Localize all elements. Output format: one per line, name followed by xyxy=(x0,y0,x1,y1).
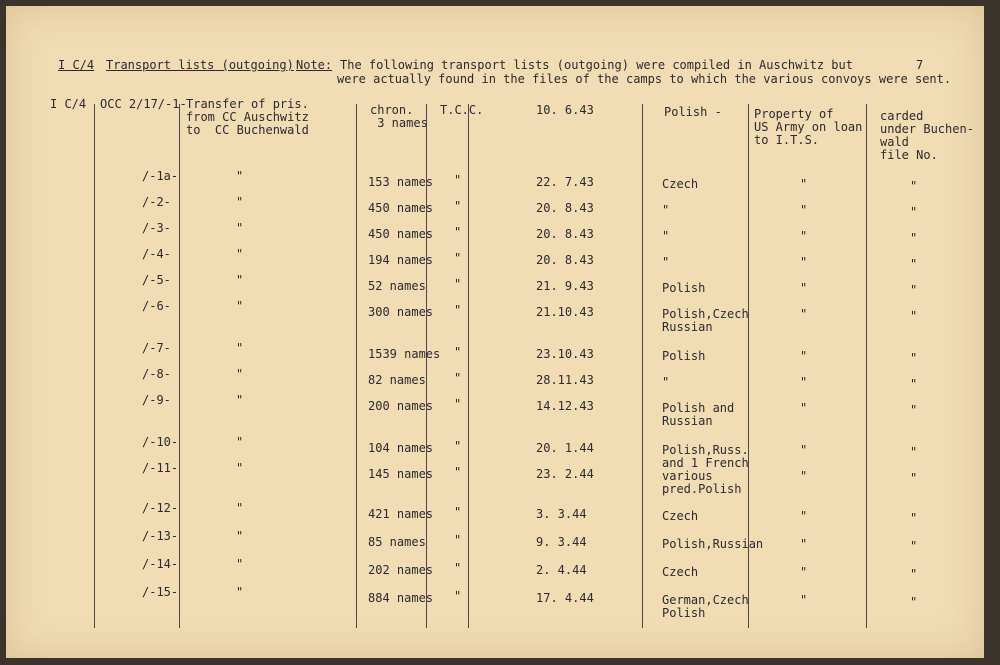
nationality: " xyxy=(662,229,670,243)
names-heading: chron. 3 names xyxy=(370,103,428,130)
ditto-tcc: " xyxy=(454,173,462,187)
ditto-remark: " xyxy=(910,471,918,485)
nationality: " xyxy=(662,203,670,217)
file-number: /-1a- xyxy=(142,169,179,183)
file-number: /-3- xyxy=(142,221,171,235)
name-count: 1539 names xyxy=(368,347,441,361)
ditto-tcc: " xyxy=(454,277,462,291)
file-number: /-4- xyxy=(142,247,171,261)
header-ref: I C/4 xyxy=(58,58,95,72)
ditto-remark: " xyxy=(910,309,918,323)
ditto-remark: " xyxy=(910,567,918,581)
ditto-tcc: " xyxy=(454,345,462,359)
name-count: 82 names xyxy=(368,373,426,387)
ditto-description: " xyxy=(236,195,244,209)
ditto-status: " xyxy=(800,229,808,243)
file-number: /-8- xyxy=(142,367,171,381)
column-rule xyxy=(94,104,95,628)
nationality: Polish and Russian xyxy=(662,401,735,428)
ditto-description: " xyxy=(236,299,244,313)
ditto-tcc: " xyxy=(454,533,462,547)
nationality: Polish xyxy=(662,349,706,363)
ditto-remark: " xyxy=(910,377,918,391)
file-number: /-5- xyxy=(142,273,171,287)
nationality: Czech xyxy=(662,509,699,523)
ditto-status: " xyxy=(800,375,808,389)
ditto-status: " xyxy=(800,177,808,191)
status-heading: Property of US Army on loan to I.T.S. xyxy=(754,107,863,147)
transport-date: 21. 9.43 xyxy=(536,279,594,293)
ditto-tcc: " xyxy=(454,561,462,575)
ditto-remark: " xyxy=(910,511,918,525)
ditto-tcc: " xyxy=(454,465,462,479)
ditto-tcc: " xyxy=(454,589,462,603)
nationality: German,Czech Polish xyxy=(662,593,749,620)
transport-date: 23. 2.44 xyxy=(536,467,594,481)
ditto-description: " xyxy=(236,393,244,407)
ditto-status: " xyxy=(800,281,808,295)
name-count: 202 names xyxy=(368,563,434,577)
nationality: " xyxy=(662,255,670,269)
name-count: 104 names xyxy=(368,441,434,455)
ditto-status: " xyxy=(800,401,808,415)
ditto-status: " xyxy=(800,203,808,217)
first-nationality: Polish - xyxy=(664,105,722,119)
file-number: /-7- xyxy=(142,341,171,355)
file-number: /-6- xyxy=(142,299,171,313)
ditto-description: " xyxy=(236,169,244,183)
name-count: 153 names xyxy=(368,175,434,189)
ditto-status: " xyxy=(800,443,808,457)
ditto-description: " xyxy=(236,435,244,449)
transport-date: 22. 7.43 xyxy=(536,175,594,189)
name-count: 52 names xyxy=(368,279,426,293)
file-number: OCC 2/17/-1- xyxy=(100,97,187,111)
ditto-tcc: " xyxy=(454,303,462,317)
nationality: Czech xyxy=(662,177,699,191)
ditto-tcc: " xyxy=(454,371,462,385)
ditto-remark: " xyxy=(910,595,918,609)
tcc-heading: T.C.C. xyxy=(440,103,484,117)
ditto-tcc: " xyxy=(454,251,462,265)
file-number: /-11- xyxy=(142,461,179,475)
transport-date: 20. 8.43 xyxy=(536,227,594,241)
transport-date: 21.10.43 xyxy=(536,305,594,319)
ditto-remark: " xyxy=(910,445,918,459)
file-number: /-10- xyxy=(142,435,179,449)
ditto-description: " xyxy=(236,557,244,571)
ditto-description: " xyxy=(236,461,244,475)
transport-date: 20. 8.43 xyxy=(536,253,594,267)
first-date: 10. 6.43 xyxy=(536,103,594,117)
name-count: 421 names xyxy=(368,507,434,521)
name-count: 145 names xyxy=(368,467,434,481)
ditto-status: " xyxy=(800,593,808,607)
nationality: Polish xyxy=(662,281,706,295)
column-rule xyxy=(179,104,180,628)
name-count: 300 names xyxy=(368,305,434,319)
file-number: /-13- xyxy=(142,529,179,543)
ditto-remark: " xyxy=(910,179,918,193)
ditto-remark: " xyxy=(910,351,918,365)
ditto-status: " xyxy=(800,537,808,551)
ditto-remark: " xyxy=(910,205,918,219)
file-number: /-12- xyxy=(142,501,179,515)
nationality: " xyxy=(662,375,670,389)
ditto-description: " xyxy=(236,341,244,355)
nationality: Polish,Russ. and 1 French xyxy=(662,443,749,470)
ditto-description: " xyxy=(236,585,244,599)
name-count: 194 names xyxy=(368,253,434,267)
note-label: Note: xyxy=(296,58,333,72)
ditto-tcc: " xyxy=(454,225,462,239)
transport-date: 20. 8.43 xyxy=(536,201,594,215)
row-ref: I C/4 xyxy=(50,97,87,111)
ditto-tcc: " xyxy=(454,505,462,519)
ditto-status: " xyxy=(800,307,808,321)
column-rule xyxy=(642,104,643,628)
ditto-status: " xyxy=(800,509,808,523)
ditto-tcc: " xyxy=(454,199,462,213)
name-count: 884 names xyxy=(368,591,434,605)
column-rule xyxy=(468,104,469,628)
note-line-2: were actually found in the files of the camps to which the various convoys were sent. xyxy=(337,72,952,86)
nationality: Polish,Russian xyxy=(662,537,764,551)
ditto-tcc: " xyxy=(454,397,462,411)
transport-date: 23.10.43 xyxy=(536,347,594,361)
ditto-status: " xyxy=(800,255,808,269)
file-number: /-9- xyxy=(142,393,171,407)
file-number: /-15- xyxy=(142,585,179,599)
description: Transfer of pris. from CC Auschwitz to CC Buchenwald xyxy=(186,97,309,137)
ditto-description: " xyxy=(236,247,244,261)
transport-date: 3. 3.44 xyxy=(536,507,587,521)
remark-heading: carded under Buchen- wald file No. xyxy=(880,109,974,162)
column-rule xyxy=(866,104,867,628)
document-page xyxy=(6,6,984,658)
ditto-status: " xyxy=(800,349,808,363)
note-line-1: The following transport lists (outgoing) were compiled in Auschwitz but xyxy=(340,58,853,72)
nationality: Polish,Czech Russian xyxy=(662,307,749,334)
transport-date: 14.12.43 xyxy=(536,399,594,413)
header-title: Transport lists (outgoing) xyxy=(106,58,294,72)
transport-date: 9. 3.44 xyxy=(536,535,587,549)
name-count: 200 names xyxy=(368,399,434,413)
transport-date: 28.11.43 xyxy=(536,373,594,387)
ditto-remark: " xyxy=(910,257,918,271)
ditto-description: " xyxy=(236,501,244,515)
ditto-description: " xyxy=(236,221,244,235)
file-number: /-14- xyxy=(142,557,179,571)
transport-date: 17. 4.44 xyxy=(536,591,594,605)
ditto-remark: " xyxy=(910,539,918,553)
ditto-description: " xyxy=(236,529,244,543)
name-count: 85 names xyxy=(368,535,426,549)
ditto-status: " xyxy=(800,469,808,483)
nationality: Czech xyxy=(662,565,699,579)
ditto-tcc: " xyxy=(454,439,462,453)
ditto-description: " xyxy=(236,273,244,287)
ditto-description: " xyxy=(236,367,244,381)
file-number: /-2- xyxy=(142,195,171,209)
name-count: 450 names xyxy=(368,227,434,241)
ditto-remark: " xyxy=(910,283,918,297)
transport-date: 20. 1.44 xyxy=(536,441,594,455)
ditto-remark: " xyxy=(910,231,918,245)
name-count: 450 names xyxy=(368,201,434,215)
page-number: 7 xyxy=(916,58,924,72)
ditto-remark: " xyxy=(910,403,918,417)
transport-date: 2. 4.44 xyxy=(536,563,587,577)
column-rule xyxy=(356,104,357,628)
nationality: various pred.Polish xyxy=(662,469,742,496)
ditto-status: " xyxy=(800,565,808,579)
